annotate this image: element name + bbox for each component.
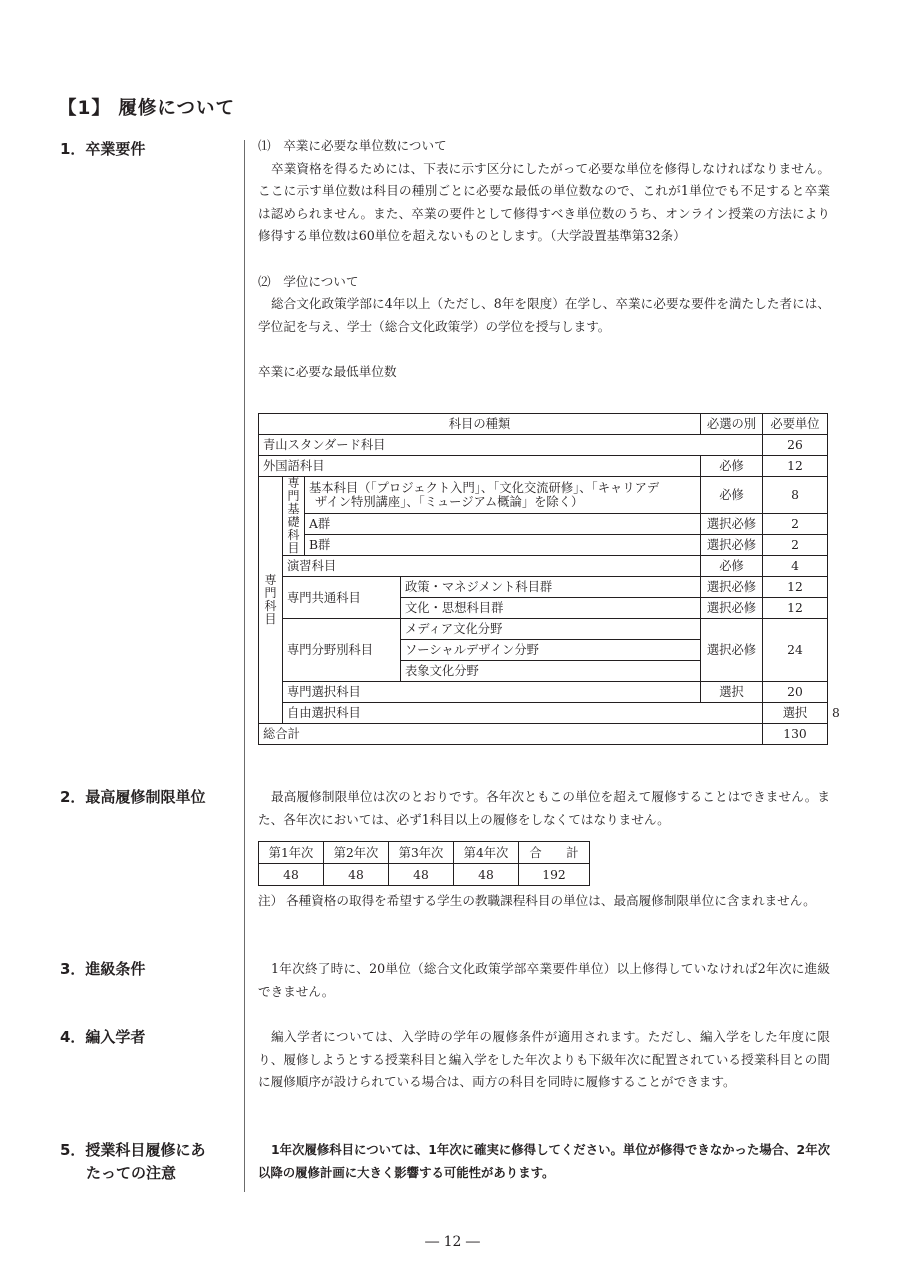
table-row	[259, 619, 828, 640]
credit-cap-note	[258, 890, 830, 913]
kihon-req: 必修	[701, 477, 763, 514]
table-row	[259, 842, 590, 864]
kihon-units: 8	[763, 477, 828, 514]
table-caption: 卒業に必要な最低単位数	[258, 364, 397, 379]
table-row	[259, 682, 828, 703]
total-units: 130	[763, 724, 828, 745]
cap-value-year4: 48	[454, 864, 519, 886]
b-group-name: B群	[305, 535, 701, 556]
jiyu-req: 選択	[763, 703, 828, 724]
table-row: 自由選択科目 選択 8	[259, 703, 828, 724]
section-title-credit-cap: 2．最高履修制限単位	[60, 788, 206, 806]
bunya-f1: メディア文化分野	[401, 619, 701, 640]
degree-text: 総合文化政策学部に4年以上（ただし、8年を限度）在学し、卒業に必要な要件を満たした者には、学位記を与え、学士（総合文化政策学）の学位を授与します。	[258, 296, 830, 334]
section-title-notes-line1: 5．授業科目履修にあ	[60, 1141, 206, 1159]
kyotsu-g1-units: 12	[763, 577, 828, 598]
credit-cap-table	[258, 841, 590, 886]
kihon-name	[305, 477, 701, 514]
table-row	[259, 477, 828, 514]
a-group-name: A群	[305, 514, 701, 535]
notes-body	[258, 1139, 830, 1184]
total-name: 総合計	[259, 724, 763, 745]
a-group-units: 2	[763, 514, 828, 535]
header-kind: 科目の種類	[259, 414, 701, 435]
table-row	[259, 435, 828, 456]
subheading-degree: ⑵ 学位について	[258, 273, 359, 289]
table-row	[259, 724, 828, 745]
cap-value-year1: 48	[259, 864, 324, 886]
required-credits-text: 卒業資格を得るためには、下表に示す区分にしたがって必要な単位を修得しなければなりません。ここに示す単位数は科目の種別ごとに必要な最低の単位数なので、これが1単位でも不足すると卒業は認められません。また、卒業の要件として修得すべき単位数のうち、オンライン授業の方法により修得する単位数は60単位を超えないものとします。（大学設置基準第32条）	[258, 160, 830, 243]
notes-text: 1年次履修科目については、1年次に確実に修得してください。単位が修得できなかった場合、2年次以降の履修計画に大きく影響する可能性があります。	[258, 1142, 830, 1180]
table-row	[259, 535, 828, 556]
kihon-line1: 基本科目（「プロジェクト入門」、「文化交流研修」、「キャリアデ	[309, 481, 660, 495]
note-text: 各種資格の取得を希望する学生の教職課程科目の単位は、最高履修制限単位に含まれません。	[286, 893, 816, 908]
aoyama-name: 青山スタンダード科目	[259, 435, 763, 456]
promotion-text: 1年次終了時に、20単位（総合文化政策学部卒業要件単位）以上修得していなければ2年次に進級できません。	[258, 961, 830, 999]
section-title-promotion: 3．進級条件	[60, 960, 146, 978]
section-title-notes	[60, 1139, 205, 1185]
section-divider	[244, 140, 245, 1192]
bunya-f3: 表象文化分野	[401, 661, 701, 682]
enshu-name: 演習科目	[283, 556, 701, 577]
kihon-line2: ザイン特別講座」、「ミュージアム概論」を除く）	[315, 495, 584, 509]
kiso-label	[283, 477, 305, 556]
cap-value-year2: 48	[324, 864, 389, 886]
senmon-sentaku-name: 専門選択科目	[283, 682, 701, 703]
minimum-credits-table	[258, 413, 840, 745]
credit-cap-text: 最高履修制限単位は次のとおりです。各年次ともこの単位を超えて履修することはできません。また、各年次においては、必ず1科目以上の履修をしなくてはなりません。	[258, 789, 830, 827]
header-requirement: 必選の別	[701, 414, 763, 435]
senmon-label	[259, 477, 283, 724]
bunya-req: 選択必修	[701, 619, 763, 682]
b-group-units: 2	[763, 535, 828, 556]
bunya-units: 24	[763, 619, 828, 682]
note-mark: 注）	[258, 893, 284, 908]
a-group-req: 選択必修	[701, 514, 763, 535]
bunya-f2: ソーシャルデザイン分野	[401, 640, 701, 661]
senmon-sentaku-req: 選択	[701, 682, 763, 703]
cap-header-year1: 第1年次	[259, 842, 324, 864]
enshu-req: 必修	[701, 556, 763, 577]
transfer-body	[258, 1026, 830, 1094]
kyotsu-g1: 政策・マネジメント科目群	[401, 577, 701, 598]
cap-value-total: 192	[519, 864, 590, 886]
cap-header-year3: 第3年次	[389, 842, 454, 864]
kyotsu-g2-req: 選択必修	[701, 598, 763, 619]
table-row	[259, 456, 828, 477]
aoyama-units: 26	[763, 435, 828, 456]
b-group-req: 選択必修	[701, 535, 763, 556]
enshu-units: 4	[763, 556, 828, 577]
table-row	[259, 556, 828, 577]
cap-header-year4: 第4年次	[454, 842, 519, 864]
page-title: 【1】 履修について	[58, 98, 235, 119]
section-title-graduation: 1．卒業要件	[60, 140, 146, 158]
graduation-requirements-body	[258, 135, 830, 384]
kyotsu-g2-units: 12	[763, 598, 828, 619]
foreign-req: 必修	[701, 456, 763, 477]
senmon-label-text: 専門科目	[264, 573, 277, 626]
page-number: ― 12 ―	[425, 1234, 480, 1250]
kiso-label-text: 専門基礎科目	[287, 476, 300, 555]
foreign-name: 外国語科目	[259, 456, 701, 477]
transfer-text: 編入学者については、入学時の学年の履修条件が適用されます。ただし、編入学をした年度に限り、履修しようとする授業科目と編入学をした年次よりも下級年次に配置されている授業科目との間に履修順序が設けられている場合は、両方の科目を同時に履修することができます。	[258, 1029, 830, 1089]
kyotsu-g2: 文化・思想科目群	[401, 598, 701, 619]
subheading-required-credits: ⑴ 卒業に必要な単位数について	[258, 138, 447, 153]
section-title-transfer: 4．編入学者	[60, 1028, 146, 1046]
table-row	[259, 864, 590, 886]
foreign-units: 12	[763, 456, 828, 477]
cap-value-year3: 48	[389, 864, 454, 886]
section-title-notes-line2: たっての注意	[86, 1164, 177, 1182]
promotion-body	[258, 958, 830, 1003]
kyotsu-name: 専門共通科目	[283, 577, 401, 619]
cap-header-total: 合 計	[519, 842, 590, 864]
kyotsu-g1-req: 選択必修	[701, 577, 763, 598]
credit-cap-body	[258, 786, 830, 831]
table-row	[259, 577, 828, 598]
cap-header-year2: 第2年次	[324, 842, 389, 864]
header-units: 必要単位	[763, 414, 828, 435]
bunya-name: 専門分野別科目	[283, 619, 401, 682]
jiyu-name: 自由選択科目	[283, 703, 763, 724]
table-row	[259, 414, 828, 435]
table-row	[259, 514, 828, 535]
senmon-sentaku-units: 20	[763, 682, 828, 703]
